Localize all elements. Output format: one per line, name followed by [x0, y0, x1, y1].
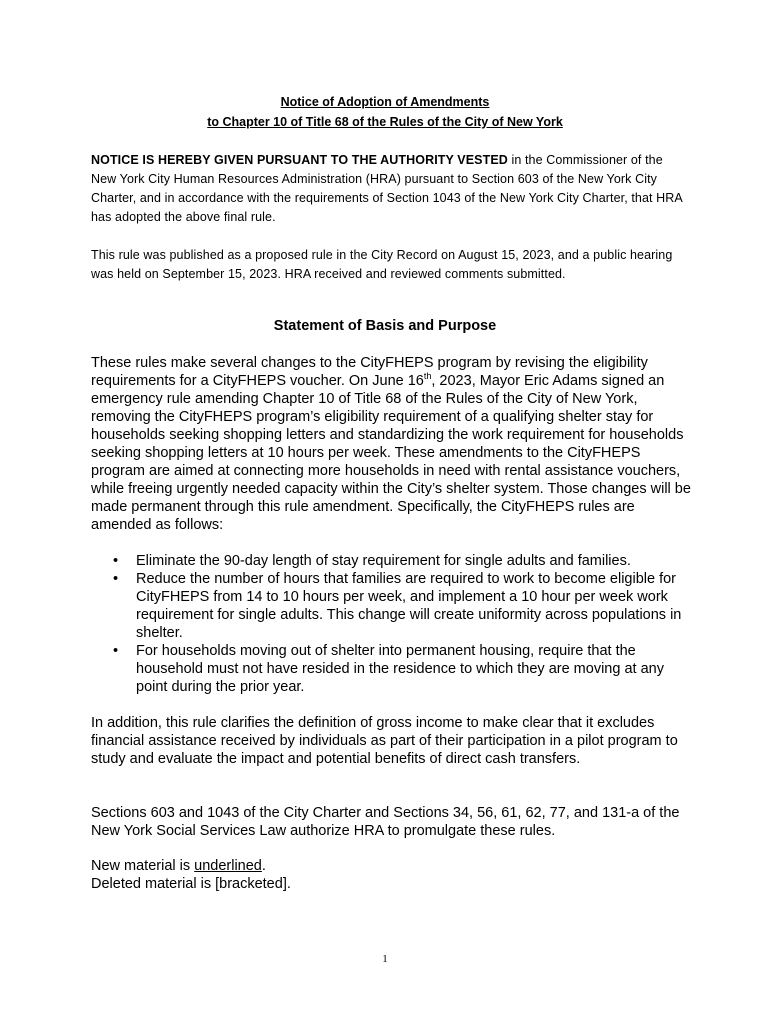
bullet-icon: • — [113, 643, 119, 659]
notice-text: in the Commissioner of the New York City Human Resources Administration (HRA) pursuant to Section 603 of the New York City Charter, and in accordance with the requirements of Section 1043 of the New York City Charter, that HRA has adopted the above final rule. — [91, 153, 683, 224]
list-item — [113, 552, 693, 570]
basis-text-a: These rules make several changes to the CityFHEPS program by revising the eligibility requirements for a CityFHEPS voucher. On June 16 — [91, 355, 648, 389]
list-item-text: Eliminate the 90-day length of stay requirement for single adults and families. — [136, 553, 631, 569]
basis-superscript: th — [423, 371, 432, 382]
page-number: 1 — [382, 953, 388, 965]
authority-paragraph: Sections 603 and 1043 of the City Charter and Sections 34, 56, 61, 62, 77, and 131-a of the New York Social Services Law authorize HRA to promulgate these rules. — [91, 805, 680, 839]
deleted-material-line: Deleted material is [bracketed]. — [91, 876, 291, 892]
amendment-list — [113, 552, 693, 696]
list-item — [113, 642, 693, 696]
bullet-icon: • — [113, 553, 119, 569]
bullet-icon: • — [113, 571, 119, 587]
list-item-text: For households moving out of shelter into permanent housing, require that the household must not have resided in the residence to which they are moving at any point during the prior year. — [136, 643, 664, 695]
material-legend — [91, 857, 691, 893]
notice-paragraph — [91, 151, 687, 227]
basis-text-b: , 2023, Mayor Eric Adams signed an emergency rule amending Chapter 10 of Title 68 of the Rules of the City of New York, removing the CityFHEPS program’s eligibility requirement of a qualifying shelter stay for households seeking shopping letters and standardizing the work requirement for households seeking shopping letters at 10 hours per week. These amendments to the CityFHEPS program are aimed at connecting more households in need with rental assistance vouchers, while freeing urgently needed capacity within the City’s shelter system. Those changes will be made permanent through this rule amendment. Specifically, the CityFHEPS rules are amended as follows: — [91, 373, 691, 533]
new-material-line: New material is underlined. — [91, 858, 266, 874]
section-heading: Statement of Basis and Purpose — [273, 318, 497, 334]
title-line-1: Notice of Adoption of Amendments — [280, 95, 490, 109]
list-item — [113, 570, 693, 642]
basis-paragraph — [91, 354, 691, 534]
list-item-text: Reduce the number of hours that families are required to work to become eligible for CityFHEPS from 14 to 10 hours per week, and implement a 10 hour per week work requirement for single adults. This change will create uniformity across populations in shelter. — [136, 571, 682, 641]
title-line-2: to Chapter 10 of Title 68 of the Rules of the City of New York — [207, 115, 563, 129]
notice-lead: NOTICE IS HEREBY GIVEN PURSUANT TO THE AUTHORITY VESTED — [91, 153, 508, 167]
underlined-word: underlined — [194, 858, 262, 874]
publication-paragraph: This rule was published as a proposed rule in the City Record on August 15, 2023, and a public hearing was held on September 15, 2023. HRA received and reviewed comments submitted. — [91, 248, 673, 281]
gross-income-paragraph: In addition, this rule clarifies the definition of gross income to make clear that it excludes financial assistance received by individuals as part of their participation in a pilot program to study and evaluate the impact and potential benefits of direct cash transfers. — [91, 715, 678, 767]
